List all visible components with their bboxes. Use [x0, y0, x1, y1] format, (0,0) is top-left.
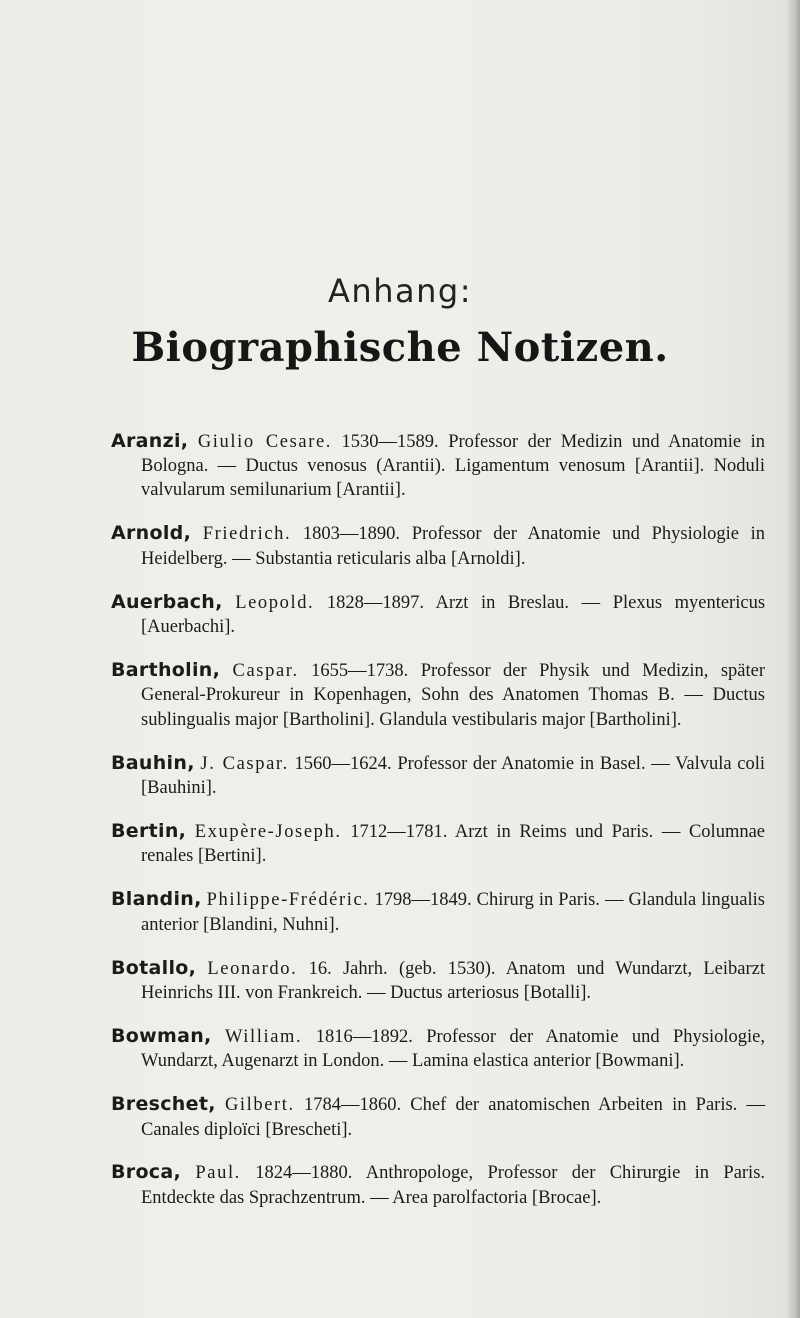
entry-name: Bartholin,: [111, 658, 221, 681]
entry-given-name: Leonardo.: [207, 958, 298, 979]
appendix-heading: Anhang:: [328, 272, 472, 310]
entry-given-name: Paul.: [195, 1163, 241, 1184]
entry-text: 1816—1892. Professor der Anatomie und Physiologie, Wundarzt, Augenarzt in London. — Lamina elastica anterior [Bowmani].: [141, 1026, 765, 1072]
entry-bartholin: [111, 658, 765, 732]
entry-text: 1530—1589. Professor der Medizin und Anatomie in Bologna. — Ductus venosus (Arantii). Ligamentum venosum [Arantii]. Noduli valvularum semilunarium [Arantii].: [141, 431, 766, 501]
biography-list: [111, 410, 765, 1223]
entry-text: 1798—1849. Chirurg in Paris. — Glandula lingualis anterior [Blandini, Nuhni].: [141, 890, 766, 935]
entry-aranzi: [111, 429, 765, 503]
entry-given-name: Caspar.: [232, 660, 299, 681]
entry-name: Botallo,: [111, 956, 197, 979]
entry-bauhin: [111, 751, 765, 801]
entry-name: Auerbach,: [111, 590, 223, 613]
entry-text: 1560—1624. Professor der Anatomie in Basel. — Valvula coli [Bauhini].: [141, 753, 766, 798]
entry-given-name: William.: [224, 1026, 303, 1047]
entry-text: 16. Jahrh. (geb. 1530). Anatom und Wundarzt, Leibarzt Heinrichs III. von Frankreich. — Ductus arteriosus [Botalli].: [141, 958, 765, 1003]
entry-broca: [111, 1160, 765, 1210]
entry-name: Bowman,: [111, 1024, 212, 1047]
entry-name: Bauhin,: [111, 751, 195, 774]
entry-name: Arnold,: [111, 522, 192, 545]
entry-given-name: Exupère-Joseph.: [194, 821, 342, 842]
entry-text: 1655—1738. Professor der Physik und Medizin, später General-Prokureur in Kopenhagen, Sohn des Anatomen Thomas B. — Ductus sublingualis major [Bartholini]. Glandula vestibularis major [Bartholini].: [141, 660, 765, 730]
entry-blandin: [111, 887, 765, 937]
entry-given-name: Giulio Cesare.: [197, 431, 333, 452]
entry-auerbach: [111, 590, 765, 640]
entry-given-name: Philippe-Frédéric.: [206, 890, 370, 911]
entry-bowman: [111, 1024, 765, 1074]
entry-arnold: [111, 521, 765, 571]
entry-given-name: Gilbert.: [224, 1095, 295, 1116]
entry-breschet: [111, 1092, 765, 1142]
entry-text: 1712—1781. Arzt in Reims und Paris. — Columnae renales [Bertini].: [141, 821, 766, 867]
entry-name: Bertin,: [111, 819, 187, 842]
entry-text: 1824—1880. Anthropologe, Professor der Chirurgie in Paris. Entdeckte das Sprachzentrum. — Area parolfactoria [Brocae].: [141, 1163, 766, 1208]
entry-name: Blandin,: [111, 888, 202, 911]
entry-given-name: Leopold.: [235, 592, 315, 613]
entry-text: 1784—1860. Chef der anatomischen Arbeiten in Paris. — Canales diploïci [Brescheti].: [141, 1095, 766, 1140]
entry-given-name: J. Caspar.: [200, 753, 289, 774]
entry-given-name: Friedrich.: [202, 524, 292, 545]
entry-text: 1803—1890. Professor der Anatomie und Physiologie in Heidelberg. — Substantia reticularis alba [Arnoldi].: [141, 524, 766, 569]
entry-name: Breschet,: [111, 1093, 216, 1116]
entry-botallo: [111, 956, 765, 1006]
entry-name: Aranzi,: [111, 429, 189, 452]
entry-name: Broca,: [111, 1161, 182, 1184]
entry-text: 1828—1897. Arzt in Breslau. — Plexus myentericus [Auerbachi].: [141, 592, 766, 637]
section-title: Biographische Notizen.: [131, 324, 669, 371]
page-edge-shadow: [786, 0, 800, 1318]
entry-bertin: [111, 819, 765, 869]
